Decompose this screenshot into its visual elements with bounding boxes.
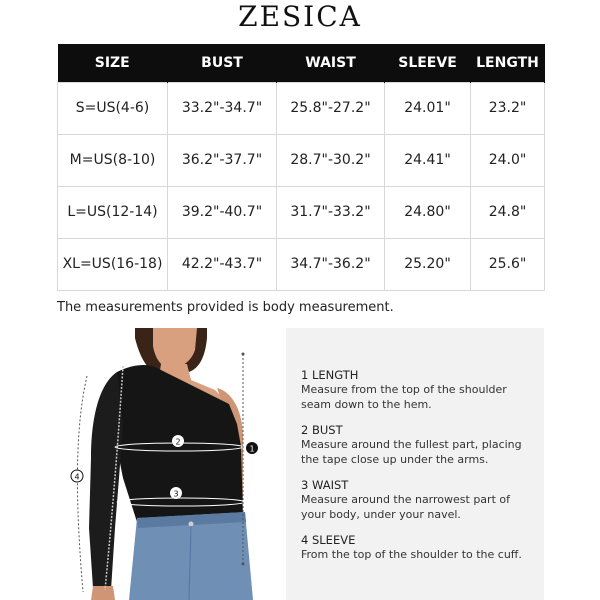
length-measure-cap-top xyxy=(242,353,245,356)
cell-sleeve: 24.80" xyxy=(385,186,471,238)
brand-logo: ZESICA xyxy=(238,0,362,33)
cell-size: M=US(8-10) xyxy=(58,134,168,186)
cell-size: XL=US(16-18) xyxy=(58,238,168,290)
jeans-button xyxy=(189,522,194,527)
length-measure-cap-bottom xyxy=(242,563,245,566)
header-size: SIZE xyxy=(58,44,168,82)
guide-title: 2 BUST xyxy=(301,423,343,437)
svg-text:4: 4 xyxy=(74,472,80,482)
table-header-row xyxy=(58,44,545,82)
header-length: LENGTH xyxy=(471,44,545,82)
svg-text:3: 3 xyxy=(173,489,179,499)
guide-description: Measure from the top of the shoulder seam down to the hem. xyxy=(301,383,507,411)
cell-length: 25.6" xyxy=(471,238,545,290)
cell-size: L=US(12-14) xyxy=(58,186,168,238)
cell-bust: 33.2"-34.7" xyxy=(168,82,277,134)
guide-description: From the top of the shoulder to the cuff. xyxy=(301,548,522,561)
marker-waist xyxy=(170,487,182,499)
table-row xyxy=(58,134,545,186)
marker-sleeve xyxy=(71,470,83,482)
guide-item-waist xyxy=(301,478,528,522)
guide-description: Measure around the fullest part, placing the tape close up under the arms. xyxy=(301,438,522,466)
cell-waist: 31.7"-33.2" xyxy=(277,186,385,238)
black-sleeve xyxy=(89,372,123,590)
cell-bust: 39.2"-40.7" xyxy=(168,186,277,238)
guide-description: Measure around the narrowest part of your body, under your navel. xyxy=(301,493,510,521)
cell-sleeve: 24.41" xyxy=(385,134,471,186)
sleeve-measure-line xyxy=(77,376,87,592)
measurement-note: The measurements provided is body measurement. xyxy=(57,300,394,315)
guide-title: 3 WAIST xyxy=(301,478,349,492)
cell-length: 23.2" xyxy=(471,82,545,134)
measurement-guide xyxy=(286,328,544,600)
cell-waist: 28.7"-30.2" xyxy=(277,134,385,186)
cell-bust: 42.2"-43.7" xyxy=(168,238,277,290)
cell-sleeve: 25.20" xyxy=(385,238,471,290)
table-row xyxy=(58,238,545,290)
table-row xyxy=(58,186,545,238)
marker-length xyxy=(246,442,258,454)
guide-item-sleeve xyxy=(301,533,528,563)
cell-waist: 25.8"-27.2" xyxy=(277,82,385,134)
guide-title: 1 LENGTH xyxy=(301,368,359,382)
guide-item-length xyxy=(301,368,528,412)
header-bust: BUST xyxy=(168,44,277,82)
cell-waist: 34.7"-36.2" xyxy=(277,238,385,290)
model-measurement-diagram xyxy=(57,328,285,600)
guide-title: 4 SLEEVE xyxy=(301,533,356,547)
cell-length: 24.8" xyxy=(471,186,545,238)
header-waist: WAIST xyxy=(277,44,385,82)
cell-bust: 36.2"-37.7" xyxy=(168,134,277,186)
cell-sleeve: 24.01" xyxy=(385,82,471,134)
guide-item-bust xyxy=(301,423,528,467)
size-chart-table xyxy=(57,44,545,291)
svg-text:2: 2 xyxy=(175,437,181,447)
table-row xyxy=(58,82,545,134)
svg-text:1: 1 xyxy=(249,444,255,454)
cell-length: 24.0" xyxy=(471,134,545,186)
cell-size: S=US(4-6) xyxy=(58,82,168,134)
header-sleeve: SLEEVE xyxy=(385,44,471,82)
model-hand xyxy=(91,586,115,600)
marker-bust xyxy=(172,435,184,447)
